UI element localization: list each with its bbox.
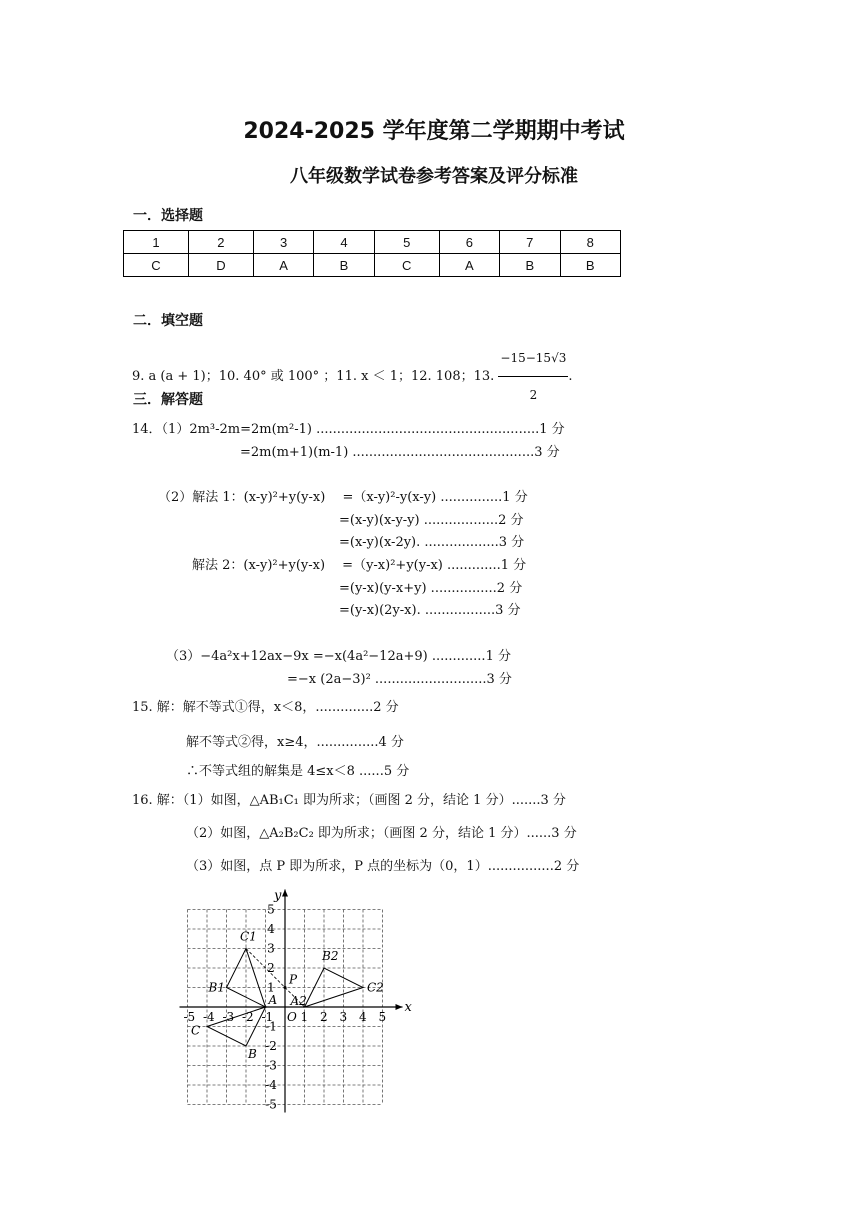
section-heading-fill: 二．填空题 bbox=[133, 313, 203, 329]
q15-line2: 解不等式②得，x≥4，...............4 分 bbox=[186, 735, 404, 750]
x-tick-label: -5 bbox=[183, 1010, 196, 1024]
q16-line1: 16. 解：（1）如图，△AB₁C₁ 即为所求；（画图 2 分，结论 1 分）.......3 分 bbox=[132, 793, 566, 808]
table-cell: D bbox=[188, 254, 253, 277]
point-labels bbox=[191, 930, 384, 1062]
q14-part2-line5: =(y-x)(y-x+y) ................2 分 bbox=[339, 581, 523, 596]
answer-table bbox=[123, 230, 621, 277]
table-cell: B bbox=[560, 254, 620, 277]
fraction-denominator: 2 bbox=[529, 388, 538, 402]
y-tick-label: -3 bbox=[265, 1058, 277, 1073]
q16-line3: （3）如图，点 P 即为所求，P 点的坐标为（0，1）................2 分 bbox=[186, 859, 580, 874]
table-cell: B bbox=[500, 254, 560, 277]
triangle-abc bbox=[207, 1007, 266, 1046]
table-cell: 5 bbox=[374, 231, 439, 254]
table-cell: 7 bbox=[500, 231, 560, 254]
q14-part3-line2: =−x (2a−3)² ...........................3 分 bbox=[287, 672, 512, 687]
x-axis-arrow bbox=[396, 1004, 403, 1010]
q14-part2-line2: =(x-y)(x-y-y) ..................2 分 bbox=[339, 513, 524, 528]
q14-part2-line6: =(y-x)(2y-x). .................3 分 bbox=[339, 603, 521, 618]
point-label-a2: A2 bbox=[290, 994, 307, 1008]
y-tick-label: 3 bbox=[267, 941, 275, 956]
table-cell: 8 bbox=[560, 231, 620, 254]
q14-part1-line1: 14．（1）2m³-2m=2m(m²-1) ......................................................1 分 bbox=[132, 422, 565, 437]
q14-part1-line2: =2m(m+1)(m-1) ............................................3 分 bbox=[240, 445, 560, 460]
y-tick-label: -2 bbox=[265, 1039, 277, 1053]
point-label-c: C bbox=[191, 1023, 201, 1038]
q14-part3-line1: （3）−4a²x+12ax−9x =−x(4a²−12a+9) .............1 分 bbox=[166, 649, 511, 664]
y-tick-label: 5 bbox=[267, 902, 275, 917]
x-tick-label: 2 bbox=[320, 1010, 328, 1024]
q15-line3: ∴不等式组的解集是 4≤x＜8 ......5 分 bbox=[186, 764, 410, 779]
origin-label: O bbox=[287, 1010, 297, 1024]
x-tick-label: -2 bbox=[242, 1010, 254, 1024]
table-cell: C bbox=[374, 254, 439, 277]
y-tick-label: -1 bbox=[265, 1019, 277, 1034]
table-cell: 2 bbox=[188, 231, 253, 254]
x-tick-label: 4 bbox=[359, 1010, 367, 1024]
point-label-b1: B1 bbox=[208, 980, 225, 995]
page-subtitle: 八年级数学试卷参考答案及评分标准 bbox=[290, 166, 578, 187]
q14-part2-line4: 解法 2：(x-y)²+y(y-x) =（y-x)²+y(y-x) .............1 分 bbox=[192, 558, 527, 573]
y-tick-label: -5 bbox=[265, 1097, 277, 1112]
q14-part2-line3: =(x-y)(x-2y). ..................3 分 bbox=[339, 535, 525, 550]
point-label-c2: C2 bbox=[367, 980, 384, 995]
point-label-p: P bbox=[289, 972, 298, 987]
y-tick-label: -4 bbox=[265, 1078, 277, 1092]
table-cell: 6 bbox=[439, 231, 499, 254]
table-cell: 3 bbox=[253, 231, 313, 254]
fraction-numerator: −15−15√3 bbox=[498, 340, 568, 377]
x-axis-label: x bbox=[404, 1000, 412, 1015]
table-cell: A bbox=[253, 254, 313, 277]
fill-answers-text: 9. a (a + 1)；10. 40° 或 100° ；11. x ＜ 1；12. 108；13. bbox=[132, 369, 495, 384]
table-cell: B bbox=[314, 254, 374, 277]
q15-line1: 15. 解：解不等式①得，x＜8，..............2 分 bbox=[132, 700, 399, 715]
fill-answers-end: . bbox=[568, 369, 573, 384]
point-label-b: B bbox=[248, 1047, 257, 1061]
q14-part2-line1: （2）解法 1：(x-y)²+y(y-x) =（x-y)²-y(x-y) ...............1 分 bbox=[158, 490, 528, 505]
y-tick-label: 4 bbox=[267, 922, 275, 936]
point-label-b2: B2 bbox=[322, 949, 339, 963]
x-tick-label: 1 bbox=[300, 1010, 309, 1024]
answer-table-number-row bbox=[124, 231, 621, 254]
page-title: 2024-2025 学年度第二学期期中考试 bbox=[243, 119, 625, 144]
y-axis-arrow bbox=[282, 890, 288, 897]
x-tick-label: 3 bbox=[339, 1010, 348, 1024]
answer-table-answer-row bbox=[124, 254, 621, 277]
table-cell: A bbox=[439, 254, 499, 277]
point-label-a: A bbox=[268, 993, 278, 1007]
section-heading-choice: 一．选择题 bbox=[133, 208, 203, 224]
point-p bbox=[284, 986, 287, 989]
x-tick-label: -1 bbox=[261, 1010, 274, 1024]
q16-line2: （2）如图，△A₂B₂C₂ 即为所求；（画图 2 分，结论 1 分）......3 分 bbox=[186, 826, 577, 841]
table-cell: 1 bbox=[124, 231, 189, 254]
answer-13-fraction bbox=[498, 340, 568, 413]
y-axis-label: y bbox=[274, 888, 282, 904]
y-tick-label: 2 bbox=[267, 961, 275, 975]
table-cell: C bbox=[124, 254, 189, 277]
x-tick-label: -4 bbox=[203, 1010, 215, 1024]
point-label-c1: C1 bbox=[240, 929, 257, 944]
coordinate-graph bbox=[170, 880, 410, 1120]
table-cell: 4 bbox=[314, 231, 374, 254]
x-tick-label: 5 bbox=[378, 1010, 387, 1024]
y-tick-label: 1 bbox=[267, 980, 275, 995]
x-tick-label: -3 bbox=[222, 1010, 235, 1024]
section-heading-solve: 三．解答题 bbox=[133, 392, 203, 408]
